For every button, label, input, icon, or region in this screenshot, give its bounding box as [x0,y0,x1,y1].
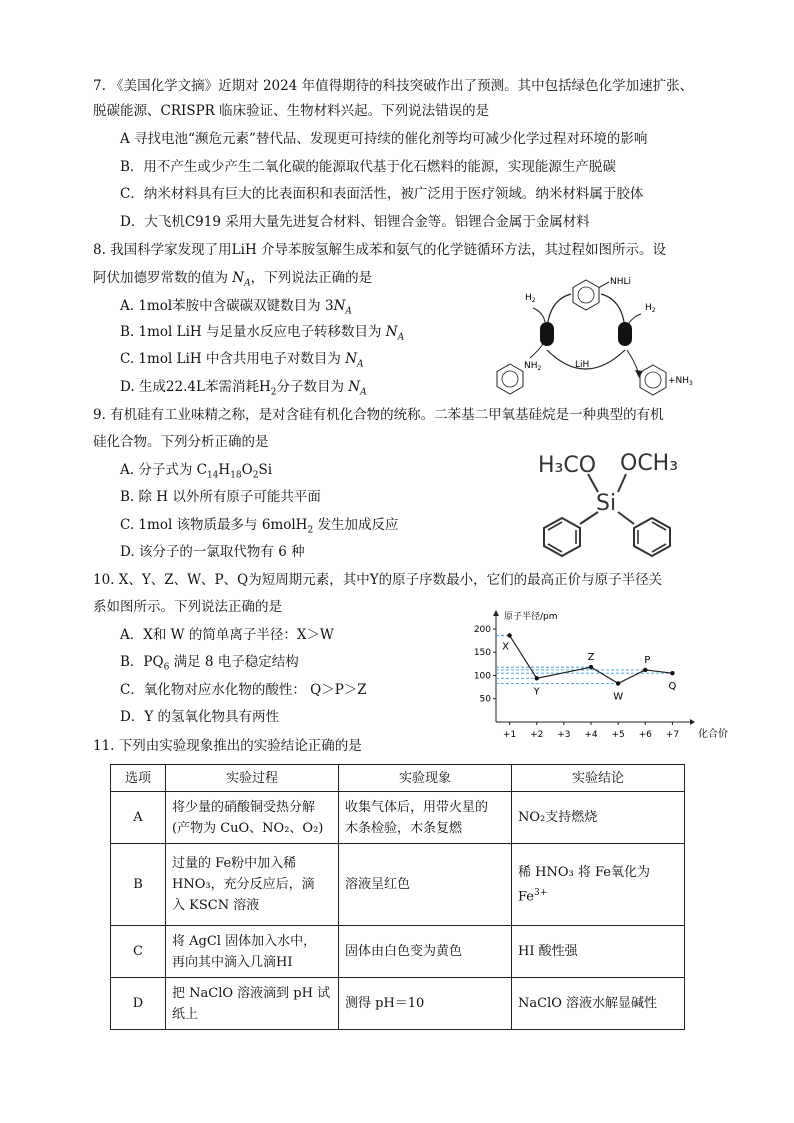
data-point [616,681,620,685]
double-bond [548,522,562,530]
y-tick-label: 150 [473,648,491,659]
point-label: Z [587,652,595,664]
phenyl-ring-top [573,280,599,310]
data-point [589,665,593,669]
bond-si-ph-right [618,512,634,524]
header-observation: 实验现象 [339,765,512,792]
x-tick-label: +7 [665,730,680,740]
bond-si-o-right [618,474,626,492]
header-procedure: 实验过程 [166,765,339,792]
nhli-label: NHLi [610,277,632,287]
q8-stem-text: 阿伏加德罗常数的值为 [93,270,233,286]
h2-label-left: $H_2$ [525,293,536,304]
q8-stem-line2 [93,268,372,294]
phenyl-ring-right [634,518,670,556]
x-tick-label: +1 [502,730,517,740]
methoxy-right-label: OCH₃ [620,451,679,476]
h2-label-right: $H_2$ [645,303,656,314]
double-bond [652,522,666,530]
row-conclusion: HI 酸性强 [512,926,685,978]
silicon-label: Si [596,491,617,516]
x-tick-label: +2 [530,730,544,740]
phenyl-ring-left [544,518,580,556]
q8-option-c: C. 1mol LiH 中含共用电子对数目为 $N_A$ [120,351,364,370]
row-procedure: 把 NaClO 溶液滴到 pH 试 纸上 [166,978,339,1030]
aromatic-circle [502,371,518,387]
q10-option-a: A．X和 W 的简单离子半径：X＞W [120,627,334,643]
q9-option-a: A. 分子式为 $C_{14}H_{18}O_2Si$ [120,462,273,481]
radius-valence-chart [470,610,728,746]
lih-label: LiH [575,360,590,370]
aromatic-circle [578,287,594,303]
reaction-cycle-diagram [485,270,700,400]
q7-option-d: D．大飞机C919 采用大量先进复合材料、铝锂合金等。铝锂合金属于金属材料 [120,214,590,230]
x-tick-label: +5 [611,730,625,740]
data-point [643,668,647,672]
point-label: W [613,691,624,703]
point-label: Y [533,686,540,698]
data-point [670,671,674,675]
x-tick-label: +6 [638,730,652,740]
row-option: B [111,844,166,926]
q10-option-d: D．Y 的氢氧化物具有两性 [120,709,280,725]
catalyst-capsule-right [618,322,632,346]
q7-option-c: C．纳米材料具有巨大的比表面积和表面活性，被广泛用于医疗领域。纳米材料属于胶体 [120,186,644,202]
y-tick-label: 50 [479,694,491,705]
x-axis-arrow [690,719,695,725]
q10-stem-line1: 10. X、Y、Z、W、P、Q为短周期元素，其中Y的原子序数最小，它们的最高正价与原子半径关 [93,572,663,588]
point-label: Q [668,681,677,693]
q8-option-d: D. 生成22.4L苯需消耗$H_2$分子数目为 $N_A$ [120,379,367,398]
q11-stem: 11. 下列由实验现象推出的实验结论正确的是 [93,738,362,754]
phenyl-ring-left [497,364,523,394]
row-observation: 固体由白色变为黄色 [339,926,512,978]
data-point [507,633,511,637]
q10-stem-line2: 系如图所示。下列说法正确的是 [93,599,282,615]
q8-option-a: A. 1mol苯胺中含碳碳双键数目为 $3N_A$ [120,298,352,317]
double-bond [652,544,666,552]
table-row [111,792,685,844]
bond [599,282,609,288]
catalyst-capsule-left [540,322,554,346]
experiment-table [110,764,685,1030]
y-tick-label: 200 [473,624,491,635]
row-procedure: 过量的 Fe粉中加入稀 HNO₃，充分反应后，滴 入 KSCN 溶液 [166,844,339,926]
row-option: D [111,978,166,1030]
row-observation: 收集气体后，用带火星的 木条检验，木条复燃 [339,792,512,844]
q8-stem-tail: ，下列说法正确的是 [250,270,373,286]
table-row [111,978,685,1030]
row-conclusion: NO₂支持燃烧 [512,792,685,844]
point-label: X [502,641,510,653]
row-observation: 测得 pH＝10 [339,978,512,1030]
table-header-row [111,765,685,792]
row-conclusion: 稀 HNO₃ 将 Fe氧化为 $Fe^{3+}$ [512,844,685,926]
aromatic-circle [645,372,661,388]
x-tick-label: +3 [557,730,571,740]
row-observation: 溶液呈红色 [339,844,512,926]
nh3-label: $+NH_3$ [668,376,693,387]
row-option: C [111,926,166,978]
q7-stem-line2: 脱碳能源、CRISPR 临床验证、生物材料兴起。下列说法错误的是 [93,103,490,119]
bond-si-ph-left [580,512,598,524]
x-axis-label: 化合价 [698,729,728,740]
point-label: P [644,654,651,666]
row-conclusion: NaClO 溶液水解显碱性 [512,978,685,1030]
q8-option-b: B. 1mol LiH 与足量水反应电子转移数目为 $N_A$ [120,324,405,343]
q10-option-c: C．氧化物对应水化物的酸性： Q＞P＞Z [120,682,367,698]
row-procedure: 将 AgCl 固体加入水中， 再向其中滴入几滴HI [166,926,339,978]
aniline-in-arrow [530,344,543,358]
row-option: A [111,792,166,844]
y-axis-label: 原子半径/pm [504,612,558,622]
q7-stem-line1: 7. 《美国化学文摘》近期对 2024 年值得期待的科技突破作出了预测。其中包括绿色化学加速扩张、 [93,78,694,94]
q7-option-a: A 寻找电池“濒危元素”替代品、发现更可持续的催化剂等均可减少化学过程对环境的影响 [120,131,648,147]
table-row [111,926,685,978]
avogadro-symbol: $N_A$ [232,270,251,289]
q9-stem-line2: 硅化合物。下列分析正确的是 [93,434,269,450]
q10-option-b: B．$PQ_6$ 满足 8 电子稳定结构 [120,654,299,673]
x-tick-label: +4 [584,730,598,740]
header-conclusion: 实验结论 [512,765,685,792]
table-row [111,844,685,926]
molecule-structure [522,438,690,554]
q9-option-b: B. 除 H 以外所有原子可能共平面 [120,489,321,505]
data-point [535,676,539,680]
q9-stem-line1: 9. 有机硅有工业味精之称，是对含硅有机化合物的统称。二苯基二甲氧基硅烷是一种典型的有机 [93,407,664,423]
q8-stem-line1: 8. 我国科学家发现了用LiH 介导苯胺氢解生成苯和氨气的化学链循环方法，其过程如图所示。设 [93,242,667,258]
nh2-label: $NH_2$ [524,361,542,372]
double-bond [548,544,562,552]
y-tick-label: 100 [473,671,491,682]
header-option: 选项 [111,765,166,792]
q9-option-d: D. 该分子的一氯取代物有 6 种 [120,544,305,560]
row-procedure: 将少量的硝酸铜受热分解 (产物为 CuO、NO₂、O₂) [166,792,339,844]
q7-option-b: B．用不产生或少产生二氧化碳的能源取代基于化石燃料的能源，实现能源生产脱碳 [120,159,616,175]
q9-option-c: C. 1mol 该物质最多与 6molH$_2$ 发生加成反应 [120,517,399,536]
phenyl-ring-right [640,365,666,395]
h2-in-arrow [533,308,545,322]
methoxy-left-label: H₃CO [538,453,597,478]
y-axis-arrow [493,610,499,616]
